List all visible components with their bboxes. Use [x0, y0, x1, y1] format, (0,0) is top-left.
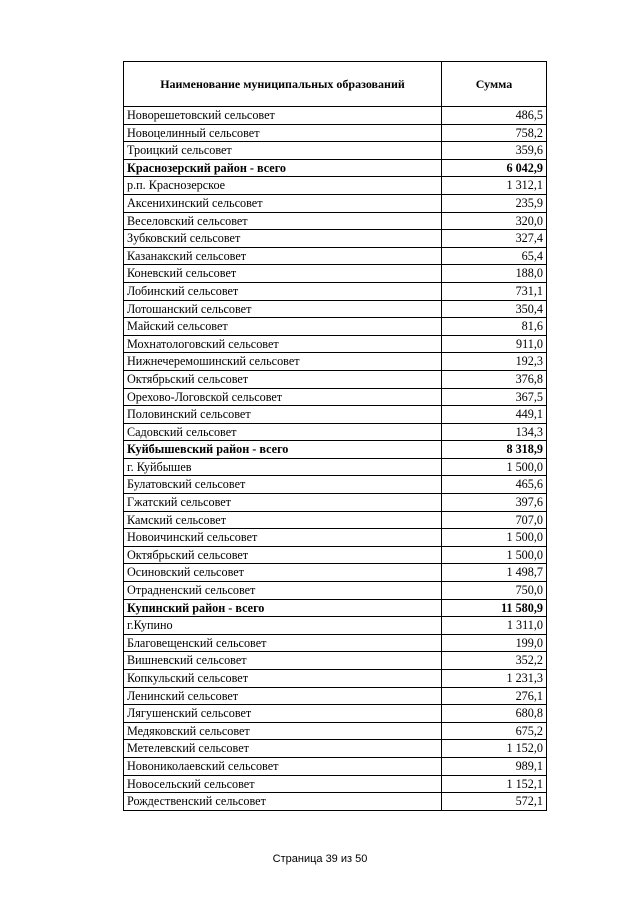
table-row — [124, 687, 547, 705]
table-row — [124, 318, 547, 336]
row-sum-cell: 11 580,9 — [442, 599, 547, 617]
table-row — [124, 793, 547, 811]
column-header-name: Наименование муниципальных образований — [124, 62, 442, 107]
row-name-cell: Веселовский сельсовет — [124, 212, 442, 230]
row-name-cell: Казанакский сельсовет — [124, 247, 442, 265]
row-name-cell: Октябрьский сельсовет — [124, 370, 442, 388]
table-row — [124, 247, 547, 265]
row-sum-cell: 359,6 — [442, 142, 547, 160]
table-row — [124, 230, 547, 248]
table-row — [124, 476, 547, 494]
row-sum-cell: 1 500,0 — [442, 458, 547, 476]
row-sum-cell: 1 311,0 — [442, 617, 547, 635]
row-name-cell: г.Купино — [124, 617, 442, 635]
row-name-cell: Нижнечеремошинский сельсовет — [124, 353, 442, 371]
row-sum-cell: 680,8 — [442, 705, 547, 723]
row-name-cell: Метелевский сельсовет — [124, 740, 442, 758]
table-row — [124, 670, 547, 688]
table-row — [124, 775, 547, 793]
row-sum-cell: 449,1 — [442, 406, 547, 424]
table-row-district-total — [124, 159, 547, 177]
row-sum-cell: 1 500,0 — [442, 546, 547, 564]
table-row — [124, 388, 547, 406]
row-name-cell: Новониколаевский сельсовет — [124, 757, 442, 775]
column-header-sum: Сумма — [442, 62, 547, 107]
row-sum-cell: 192,3 — [442, 353, 547, 371]
row-name-cell: Мохнатологовский сельсовет — [124, 335, 442, 353]
table-row — [124, 124, 547, 142]
row-name-cell: Октябрьский сельсовет — [124, 546, 442, 564]
row-sum-cell: 276,1 — [442, 687, 547, 705]
row-sum-cell: 989,1 — [442, 757, 547, 775]
row-name-cell: Орехово-Логовской сельсовет — [124, 388, 442, 406]
row-sum-cell: 81,6 — [442, 318, 547, 336]
row-sum-cell: 731,1 — [442, 282, 547, 300]
table-row — [124, 740, 547, 758]
row-sum-cell: 1 152,1 — [442, 775, 547, 793]
row-name-cell: Краснозерский район - всего — [124, 159, 442, 177]
row-sum-cell: 1 500,0 — [442, 529, 547, 547]
table-row — [124, 722, 547, 740]
row-name-cell: Новосельский сельсовет — [124, 775, 442, 793]
table-row — [124, 423, 547, 441]
document-table-container — [123, 61, 546, 811]
table-row — [124, 300, 547, 318]
table-row — [124, 212, 547, 230]
row-name-cell: Куйбышевский район - всего — [124, 441, 442, 459]
row-sum-cell: 327,4 — [442, 230, 547, 248]
row-sum-cell: 758,2 — [442, 124, 547, 142]
table-row — [124, 511, 547, 529]
row-sum-cell: 65,4 — [442, 247, 547, 265]
row-name-cell: р.п. Краснозерское — [124, 177, 442, 195]
row-name-cell: Половинский сельсовет — [124, 406, 442, 424]
table-row — [124, 353, 547, 371]
row-name-cell: Копкульский сельсовет — [124, 670, 442, 688]
table-row — [124, 705, 547, 723]
table-row — [124, 617, 547, 635]
row-sum-cell: 376,8 — [442, 370, 547, 388]
table-row — [124, 194, 547, 212]
table-header-row — [124, 62, 547, 107]
row-sum-cell: 675,2 — [442, 722, 547, 740]
row-name-cell: Медяковский сельсовет — [124, 722, 442, 740]
table-row — [124, 406, 547, 424]
row-name-cell: Вишневский сельсовет — [124, 652, 442, 670]
row-sum-cell: 572,1 — [442, 793, 547, 811]
table-row — [124, 494, 547, 512]
table-row — [124, 634, 547, 652]
row-sum-cell: 352,2 — [442, 652, 547, 670]
row-sum-cell: 707,0 — [442, 511, 547, 529]
table-row — [124, 177, 547, 195]
table-row — [124, 370, 547, 388]
row-name-cell: Новоцелинный сельсовет — [124, 124, 442, 142]
table-row — [124, 757, 547, 775]
row-name-cell: Зубковский сельсовет — [124, 230, 442, 248]
municipal-sums-table — [123, 61, 547, 811]
row-sum-cell: 8 318,9 — [442, 441, 547, 459]
row-sum-cell: 320,0 — [442, 212, 547, 230]
row-name-cell: Ленинский сельсовет — [124, 687, 442, 705]
row-sum-cell: 1 152,0 — [442, 740, 547, 758]
row-name-cell: Коневский сельсовет — [124, 265, 442, 283]
row-name-cell: Лягушенский сельсовет — [124, 705, 442, 723]
row-name-cell: Лобинский сельсовет — [124, 282, 442, 300]
table-row — [124, 529, 547, 547]
row-name-cell: Аксенихинский сельсовет — [124, 194, 442, 212]
table-row — [124, 107, 547, 125]
row-name-cell: Рождественский сельсовет — [124, 793, 442, 811]
row-sum-cell: 397,6 — [442, 494, 547, 512]
table-row — [124, 652, 547, 670]
row-sum-cell: 134,3 — [442, 423, 547, 441]
row-sum-cell: 188,0 — [442, 265, 547, 283]
table-row-district-total — [124, 441, 547, 459]
row-sum-cell: 1 498,7 — [442, 564, 547, 582]
row-name-cell: г. Куйбышев — [124, 458, 442, 476]
row-sum-cell: 750,0 — [442, 582, 547, 600]
row-name-cell: Майский сельсовет — [124, 318, 442, 336]
table-row — [124, 265, 547, 283]
row-sum-cell: 6 042,9 — [442, 159, 547, 177]
row-sum-cell: 199,0 — [442, 634, 547, 652]
row-sum-cell: 465,6 — [442, 476, 547, 494]
row-sum-cell: 1 231,3 — [442, 670, 547, 688]
row-name-cell: Купинский район - всего — [124, 599, 442, 617]
table-body — [124, 107, 547, 811]
row-name-cell: Новоичинский сельсовет — [124, 529, 442, 547]
table-row — [124, 582, 547, 600]
row-sum-cell: 1 312,1 — [442, 177, 547, 195]
row-name-cell: Садовский сельсовет — [124, 423, 442, 441]
row-name-cell: Гжатский сельсовет — [124, 494, 442, 512]
row-name-cell: Булатовский сельсовет — [124, 476, 442, 494]
table-row — [124, 142, 547, 160]
row-name-cell: Новорешетовский сельсовет — [124, 107, 442, 125]
row-sum-cell: 235,9 — [442, 194, 547, 212]
row-sum-cell: 367,5 — [442, 388, 547, 406]
row-name-cell: Троицкий сельсовет — [124, 142, 442, 160]
table-row — [124, 458, 547, 476]
row-sum-cell: 350,4 — [442, 300, 547, 318]
row-sum-cell: 486,5 — [442, 107, 547, 125]
row-name-cell: Отрадненский сельсовет — [124, 582, 442, 600]
table-row — [124, 564, 547, 582]
table-row — [124, 546, 547, 564]
row-name-cell: Лотошанский сельсовет — [124, 300, 442, 318]
row-name-cell: Камский сельсовет — [124, 511, 442, 529]
row-sum-cell: 911,0 — [442, 335, 547, 353]
row-name-cell: Благовещенский сельсовет — [124, 634, 442, 652]
table-row-district-total — [124, 599, 547, 617]
page-number-footer: Страница 39 из 50 — [272, 853, 368, 865]
table-row — [124, 282, 547, 300]
row-name-cell: Осиновский сельсовет — [124, 564, 442, 582]
table-row — [124, 335, 547, 353]
